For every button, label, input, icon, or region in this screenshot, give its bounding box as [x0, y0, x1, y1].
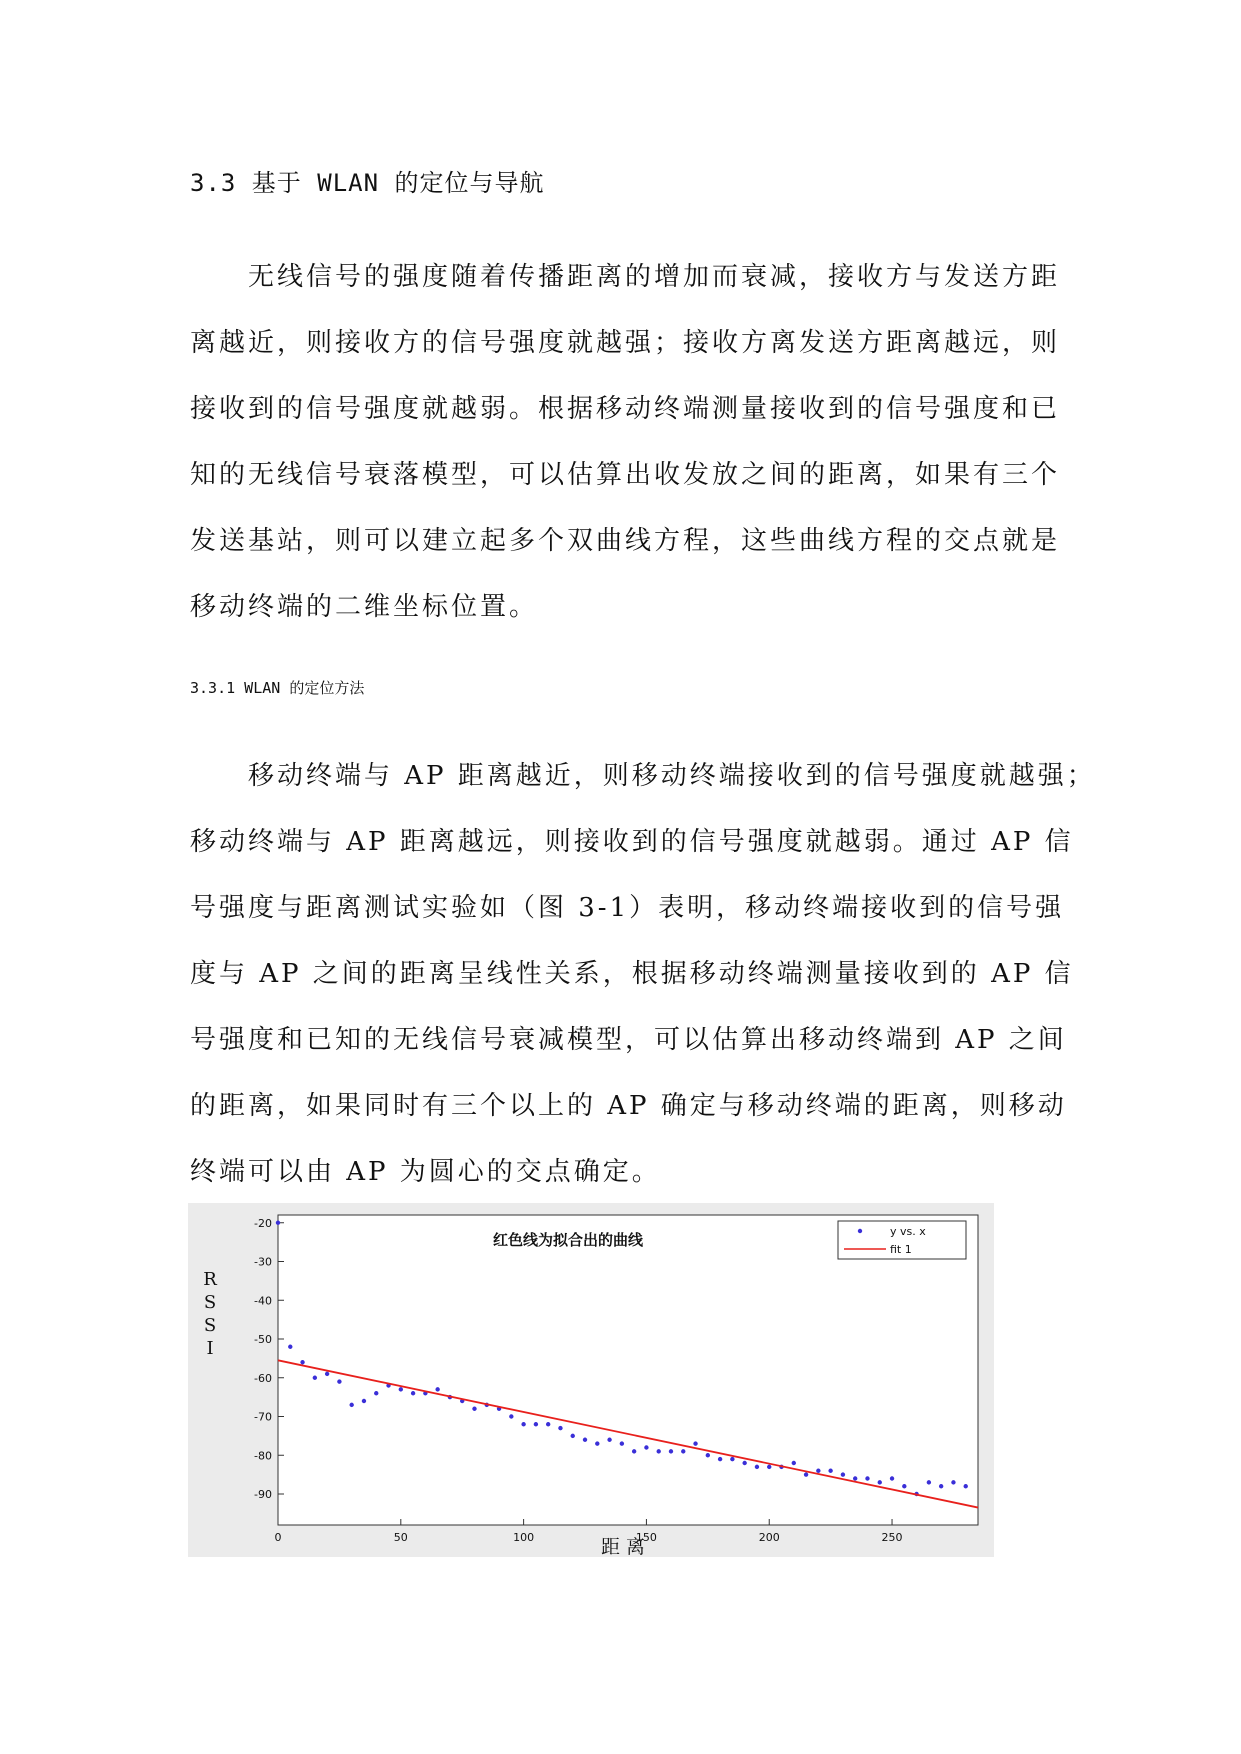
x-axis-label: 距 离 — [600, 1536, 646, 1557]
data-point — [693, 1441, 697, 1445]
x-tick-label: 250 — [881, 1531, 903, 1544]
paragraph-line: 移动终端与 AP 距离越近，则移动终端接收到的信号强度就越强； — [248, 761, 1096, 791]
data-point — [878, 1480, 882, 1484]
paragraph-line: 度与 AP 之间的距离呈线性关系，根据移动终端测量接收到的 AP 信 — [190, 959, 1074, 989]
data-point — [767, 1465, 771, 1469]
section-heading: 3.3 基于 WLAN 的定位与导航 — [190, 169, 545, 197]
data-point — [313, 1376, 317, 1380]
data-point — [583, 1438, 587, 1442]
data-point — [816, 1469, 820, 1473]
data-point — [804, 1472, 808, 1476]
legend-marker-points — [858, 1229, 862, 1233]
data-point — [951, 1480, 955, 1484]
data-point — [509, 1414, 513, 1418]
data-point — [411, 1391, 415, 1395]
data-point — [828, 1469, 832, 1473]
data-point — [558, 1426, 562, 1430]
data-point — [435, 1387, 439, 1391]
paragraph-line: 移动终端的二维坐标位置。 — [190, 592, 539, 622]
paragraph-line: 的距离，如果同时有三个以上的 AP 确定与移动终端的距离，则移动 — [190, 1091, 1067, 1121]
data-point — [964, 1484, 968, 1488]
data-point — [362, 1399, 366, 1403]
paragraph-line: 无线信号的强度随着传播距离的增加而衰减，接收方与发送方距 — [248, 262, 1061, 292]
data-point — [853, 1476, 857, 1480]
data-point — [681, 1449, 685, 1453]
y-tick-label: -20 — [254, 1216, 272, 1230]
data-point — [927, 1480, 931, 1484]
paragraph-line: 号强度和已知的无线信号衰减模型，可以估算出移动终端到 AP 之间 — [190, 1025, 1067, 1055]
subsection-heading: 3.3.1 WLAN 的定位方法 — [190, 679, 365, 697]
paragraph-line: 发送基站，则可以建立起多个双曲线方程，这些曲线方程的交点就是 — [190, 526, 1061, 556]
y-tick-label: -40 — [254, 1294, 272, 1308]
legend-label: y vs. x — [890, 1225, 926, 1238]
data-point — [657, 1449, 661, 1453]
data-point — [571, 1434, 575, 1438]
x-tick-label: 50 — [393, 1531, 408, 1544]
data-point — [300, 1360, 304, 1364]
data-point — [620, 1441, 624, 1445]
data-point — [755, 1465, 759, 1469]
y-axis-label-char: S — [203, 1292, 217, 1313]
y-tick-label: -60 — [254, 1371, 272, 1385]
paragraph-line: 终端可以由 AP 为圆心的交点确定。 — [190, 1157, 661, 1187]
data-point — [841, 1472, 845, 1476]
x-tick-label: 200 — [758, 1531, 780, 1544]
y-axis-label-char: R — [203, 1269, 217, 1290]
legend — [838, 1221, 966, 1259]
data-point — [374, 1391, 378, 1395]
plot-area — [278, 1215, 978, 1525]
data-point — [902, 1484, 906, 1488]
data-point — [276, 1221, 280, 1225]
data-point — [718, 1457, 722, 1461]
data-point — [792, 1461, 796, 1465]
y-axis-label-char: S — [203, 1315, 217, 1336]
paragraph-line: 移动终端与 AP 距离越远，则接收到的信号强度就越弱。通过 AP 信 — [190, 827, 1074, 857]
x-tick-label: 150 — [635, 1531, 657, 1544]
legend-label: fit 1 — [890, 1243, 912, 1256]
data-point — [865, 1476, 869, 1480]
chart-title: 红色线为拟合出的曲线 — [492, 1231, 644, 1249]
data-point — [644, 1445, 648, 1449]
paragraph-wlan-method — [190, 743, 1096, 1205]
x-tick-label: 0 — [274, 1531, 282, 1544]
data-point — [337, 1379, 341, 1383]
data-point — [742, 1461, 746, 1465]
y-tick-label: -80 — [254, 1449, 272, 1463]
paragraph-line: 知的无线信号衰落模型，可以估算出收发放之间的距离，如果有三个 — [190, 460, 1061, 490]
y-tick-label: -90 — [254, 1488, 272, 1501]
data-point — [730, 1457, 734, 1461]
data-point — [546, 1422, 550, 1426]
data-point — [521, 1422, 525, 1426]
data-point — [399, 1387, 403, 1391]
data-point — [939, 1484, 943, 1488]
data-point — [349, 1403, 353, 1407]
data-point — [669, 1449, 673, 1453]
y-tick-label: -30 — [254, 1255, 272, 1269]
data-point — [288, 1345, 292, 1349]
paragraph-line: 接收到的信号强度就越弱。根据移动终端测量接收到的信号强度和已 — [190, 394, 1061, 424]
rssi-distance-chart — [188, 1203, 994, 1557]
paragraph-signal-intro — [190, 244, 1070, 640]
data-point — [595, 1441, 599, 1445]
data-point — [890, 1476, 894, 1480]
paragraph-line: 离越近，则接收方的信号强度就越强；接收方离发送方距离越远，则 — [190, 328, 1061, 358]
data-point — [706, 1453, 710, 1457]
paragraph-line: 号强度与距离测试实验如（图 3-1）表明，移动终端接收到的信号强 — [190, 893, 1065, 923]
y-tick-label: -70 — [254, 1410, 272, 1424]
data-point — [607, 1438, 611, 1442]
data-point — [472, 1407, 476, 1411]
data-point — [325, 1372, 329, 1376]
x-tick-label: 100 — [513, 1531, 535, 1544]
y-axis-label-char: I — [206, 1338, 214, 1359]
data-point — [632, 1449, 636, 1453]
data-point — [534, 1422, 538, 1426]
y-tick-label: -50 — [254, 1333, 272, 1346]
